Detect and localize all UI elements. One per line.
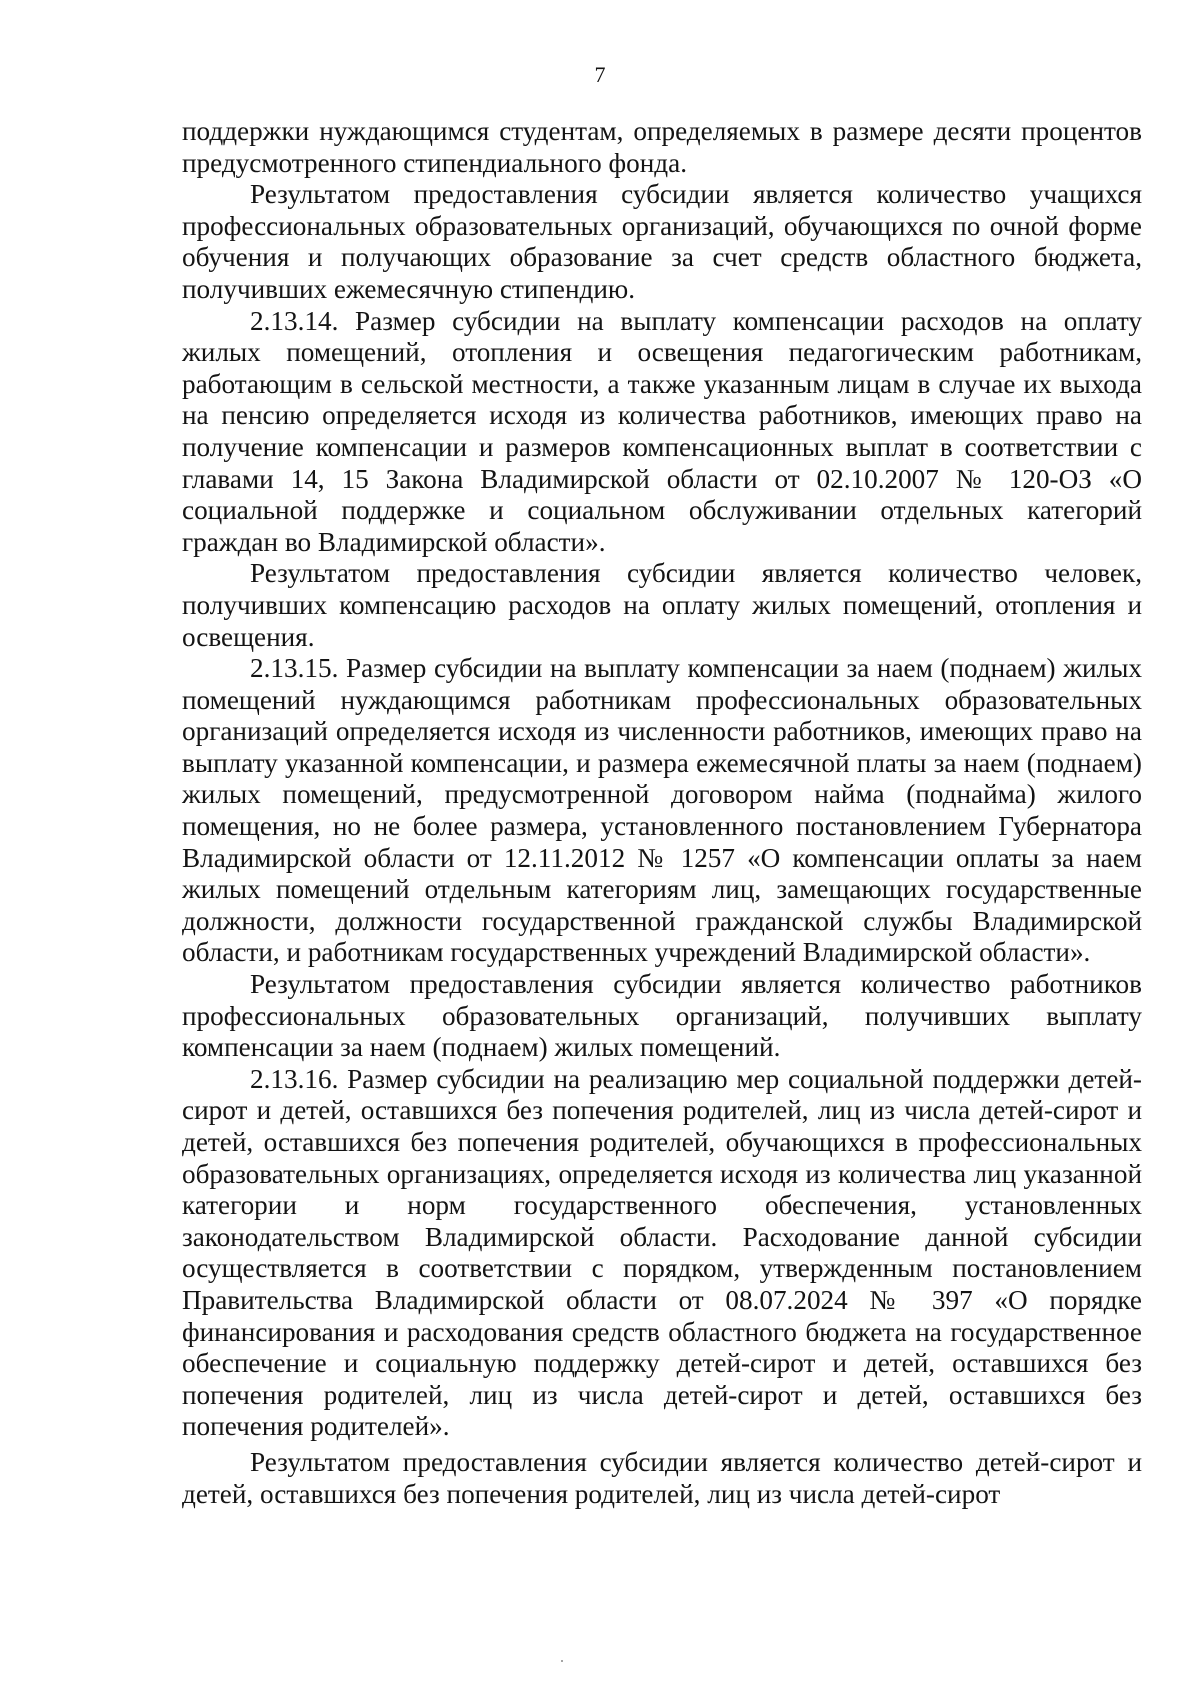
paragraph-2-13-16: 2.13.16. Размер субсидии на реализацию мер социальной поддержки детей-сирот и детей, оставшихся без попечения родителей, лиц из числа детей-сирот и детей, оставшихся без попечения родителей, обучающихся в профессиональных образовательных организациях, определяется исходя из количества лиц указанной категории и норм государственного обеспечения, установленных законодательством Владимирской области. Расходование данной субсидии осуществляется в соответствии с порядком, утвержденным постановлением Правительства Владимирской области от 08.07.2024 № 397 «О порядке финансирования и расходования средств областного бюджета на государственное обеспечение и социальную поддержку детей-сирот и детей, оставшихся без попечения родителей, лиц из числа детей-сирот и детей, оставшихся без попечения родителей». <box>182 1063 1142 1442</box>
paragraph-2-13-15-result: Результатом предоставления субсидии является количество работников профессиональных образовательных организаций, получивших выплату компенсации за наем (поднаем) жилых помещений. <box>182 969 1142 1063</box>
scan-speck <box>561 1660 563 1662</box>
paragraph-scholarship-continuation: поддержки нуждающимся студентам, определяемых в размере десяти процентов предусмотренного стипендиального фонда. <box>182 116 1142 178</box>
paragraph-2-13-14: 2.13.14. Размер субсидии на выплату компенсации расходов на оплату жилых помещений, отопления и освещения педагогическим работникам, работающим в сельской местности, а также указанным лицам в случае их выхода на пенсию определяется исходя из количества работников, имеющих право на получение компенсации и размеров компенсационных выплат в соответствии с главами 14, 15 Закона Владимирской области от 02.10.2007 № 120-ОЗ «О социальной поддержке и социальном обслуживании отдельных категорий граждан во Владимирской области». <box>182 305 1142 557</box>
page-number: 7 <box>594 62 606 87</box>
paragraph-2-13-15: 2.13.15. Размер субсидии на выплату компенсации за наем (поднаем) жилых помещений нуждающимся работникам профессиональных образовательных организаций определяется исходя из численности работников, имеющих право на выплату указанной компенсации, и размера ежемесячной платы за наем (поднаем) жилых помещений, предусмотренной договором найма (поднайма) жилого помещения, но не более размера, установленного постановлением Губернатора Владимирской области от 12.11.2012 № 1257 «О компенсации оплаты за наем жилых помещений отдельным категориям лиц, замещающих государственные должности, должности государственной гражданской службы Владимирской области, и работникам государственных учреждений Владимирской области». <box>182 653 1142 968</box>
paragraph-2-13-16-result: Результатом предоставления субсидии является количество детей-сирот и детей, оставшихся без попечения родителей, лиц из числа детей-сирот <box>182 1446 1142 1509</box>
paragraph-scholarship-result: Результатом предоставления субсидии является количество учащихся профессиональных образовательных организаций, обучающихся по очной форме обучения и получающих образование за счет средств областного бюджета, получивших ежемесячную стипендию. <box>182 179 1142 304</box>
paragraph-2-13-14-result: Результатом предоставления субсидии является количество человек, получивших компенсацию расходов на оплату жилых помещений, отопления и освещения. <box>182 558 1142 652</box>
document-body <box>182 116 1142 1510</box>
